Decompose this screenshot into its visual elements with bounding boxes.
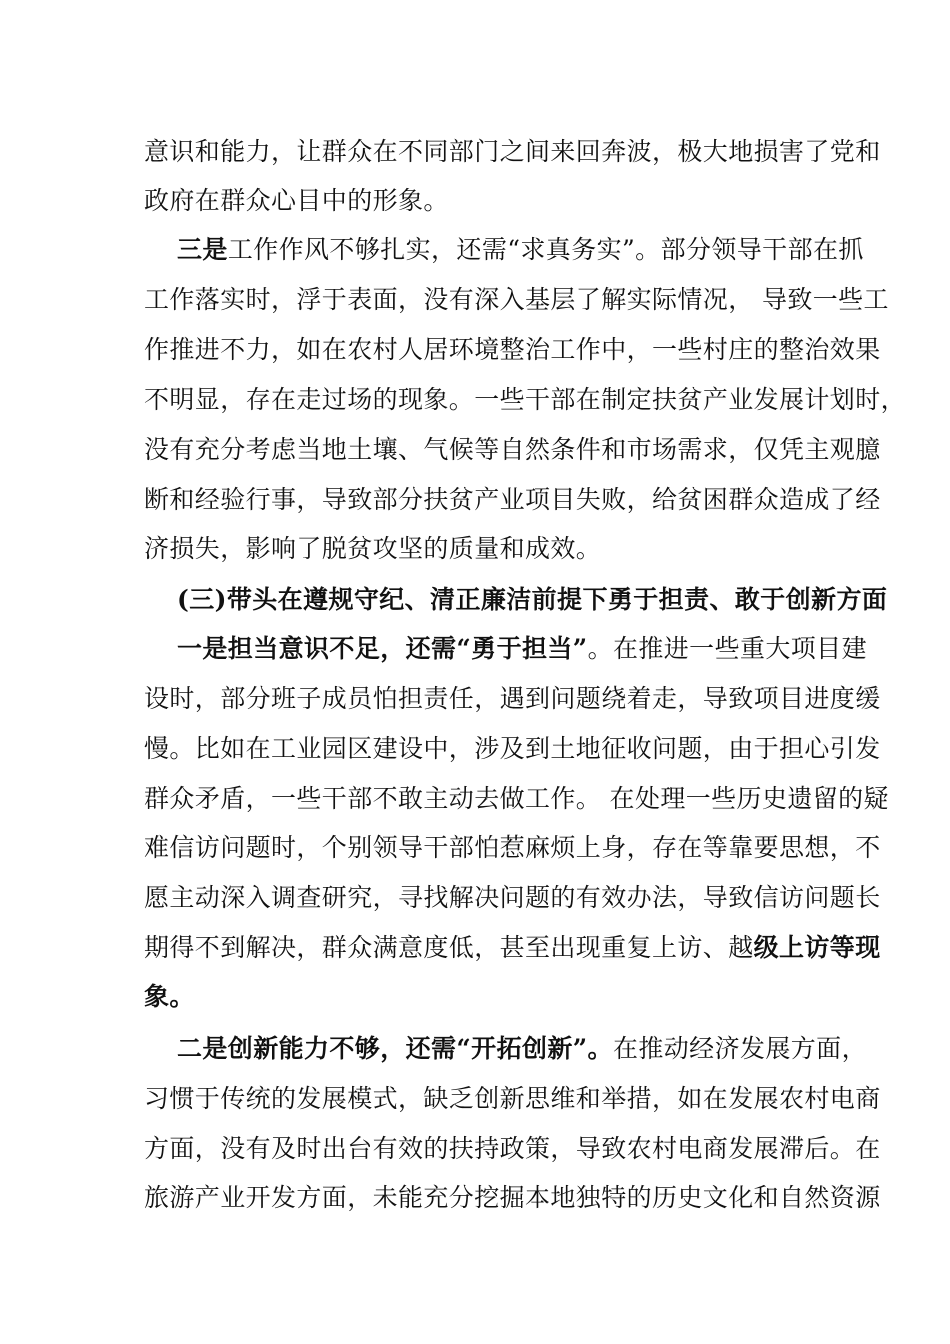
body-line: 旅游产业开发方面，未能充分挖掘本地独特的历史文化和自然资源 [144,1183,881,1212]
body-line: 方面，没有及时出台有效的扶持政策，导致农村电商发展滞后。在 [144,1134,881,1163]
body-line: 象。 [144,982,195,1011]
body-line: 断和经验行事，导致部分扶贫产业项目失败，给贫困群众造成了经 [144,485,881,514]
body-line: 济损失，影响了脱贫攻坚的质量和成效。 [144,534,602,563]
body-line: 慢。比如在工业园区建设中，涉及到土地征收问题，由于担心引发 [144,734,881,763]
body-line: 政府在群众心目中的形象。 [144,186,449,215]
section-heading: (三)带头在遵规守纪、清正廉洁前提下勇于担责、敢于创新方面 [177,585,888,614]
body-line: 没有充分考虑当地土壤、气候等自然条件和市场需求，仅凭主观臆 [144,435,881,464]
body-line: 难信访问题时，个别领导干部怕惹麻烦上身，存在等靠要思想，不 [144,833,881,862]
point-one-line: 一是担当意识不足，还需“勇于担当”。在推进一些重大项目建 [177,634,867,663]
body-line: 设时，部分班子成员怕担责任，遇到问题绕着走，导致项目进度缓 [144,684,881,713]
point-two-line: 二是创新能力不够，还需“开拓创新”。在推动经济发展方面， [177,1034,867,1063]
body-line: 愿主动深入调查研究，寻找解决问题的有效办法，导致信访问题长 [144,883,881,912]
body-line: 不明显，存在走过场的现象。一些干部在制定扶贫产业发展计划时， [144,385,907,414]
body-line: 群众矛盾，一些干部不敢主动去做工作。 在处理一些历史遗留的疑 [144,784,889,813]
point-label: 三是 [177,235,228,264]
body-line: 作推进不力，如在农村人居环境整治工作中，一些村庄的整治效果 [144,335,881,364]
body-line: 期得不到解决，群众满意度低，甚至出现重复上访、越级上访等现 [144,933,881,962]
point-label: 二是创新能力不够，还需“开拓创新”。 [177,1034,613,1063]
body-line: 意识和能力，让群众在不同部门之间来回奔波，极大地损害了党和 [144,137,881,166]
point-three-line: 三是工作作风不够扎实，还需“求真务实”。部分领导干部在抓 [177,235,864,264]
body-line: 工作落实时，浮于表面，没有深入基层了解实际情况， 导致一些工 [144,285,889,314]
point-label: 一是担当意识不足，还需“勇于担当” [177,634,588,663]
body-line: 习惯于传统的发展模式，缺乏创新思维和举措，如在发展农村电商 [144,1084,881,1113]
